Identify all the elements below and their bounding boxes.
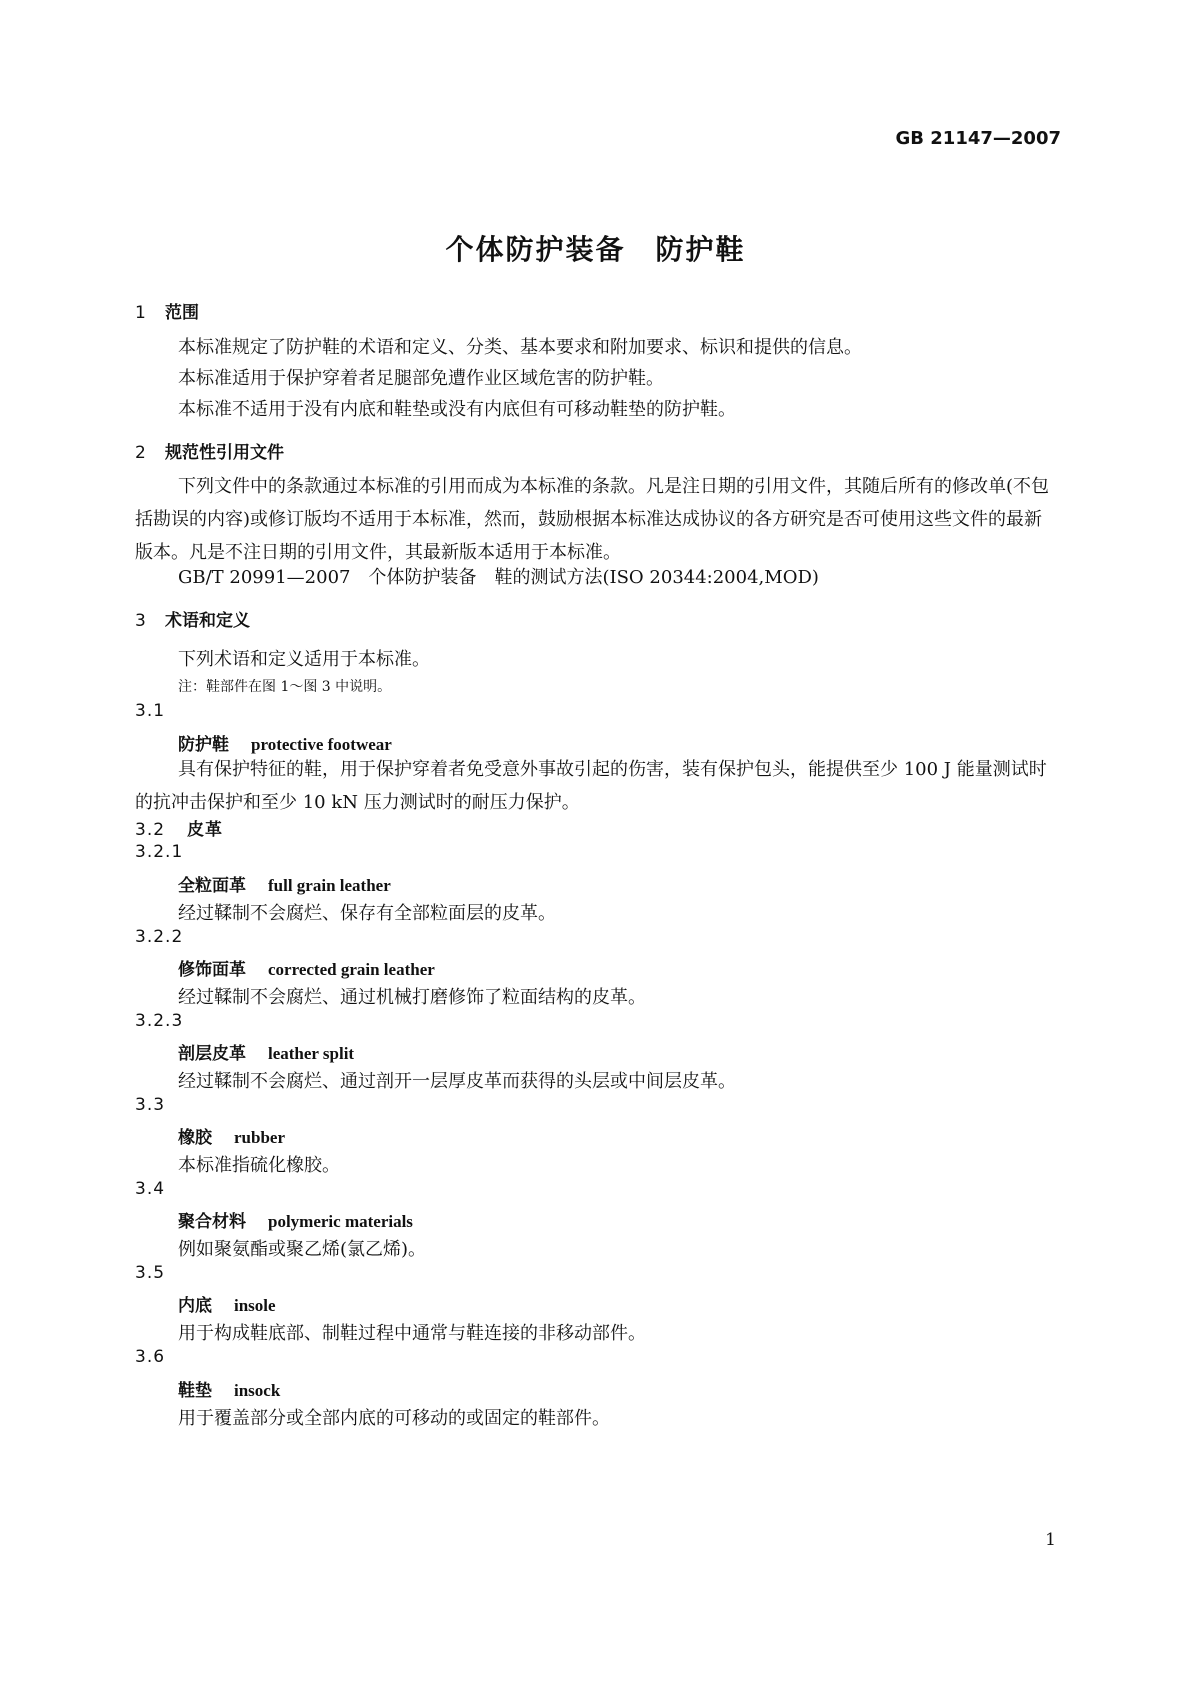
normative-reference: GB/T 20991—2007 个体防护装备 鞋的测试方法(ISO 20344:2004,MOD) <box>178 567 819 588</box>
term-entry <box>178 1039 354 1064</box>
term-en: rubber <box>234 1128 285 1147</box>
term-definition: 经过鞣制不会腐烂、通过剖开一层厚皮革而获得的头层或中间层皮革。 <box>178 1071 736 1092</box>
document-title: 个体防护装备 防护鞋 <box>445 233 746 266</box>
term-group-heading <box>135 815 223 840</box>
term-definition: 用于覆盖部分或全部内底的可移动的或固定的鞋部件。 <box>178 1408 610 1429</box>
section-number: 1 <box>135 303 146 323</box>
normative-intro-paragraph: 下列文件中的条款通过本标准的引用而成为本标准的条款。凡是注日期的引用文件，其随后所有的修改单(不包括勘误的内容)或修订版均不适用于本标准，然而，鼓励根据本标准达成协议的各方研究是否可使用这些文件的最新版本。凡是不注日期的引用文件，其最新版本适用于本标准。 <box>135 476 1050 563</box>
term-number: 3.2.1 <box>135 842 184 862</box>
section-title: 规范性引用文件 <box>165 443 284 463</box>
terms-intro: 下列术语和定义适用于本标准。 <box>178 649 430 670</box>
term-entry <box>178 871 391 896</box>
section-heading-terms <box>135 606 250 631</box>
term-en: corrected grain leather <box>268 960 435 979</box>
section-title: 范围 <box>165 303 199 323</box>
section-heading-scope <box>135 298 199 323</box>
term-number: 3.4 <box>135 1179 166 1199</box>
term-number: 3.1 <box>135 701 166 721</box>
term-entry <box>178 1291 276 1316</box>
term-definition: 经过鞣制不会腐烂、通过机械打磨修饰了粒面结构的皮革。 <box>178 987 646 1008</box>
term-definition: 例如聚氨酯或聚乙烯(氯乙烯)。 <box>178 1239 427 1260</box>
standard-code: GB 21147—2007 <box>895 128 1061 149</box>
scope-paragraph: 本标准规定了防护鞋的术语和定义、分类、基本要求和附加要求、标识和提供的信息。 <box>178 337 862 358</box>
term-en: insole <box>234 1296 276 1315</box>
scope-paragraph: 本标准适用于保护穿着者足腿部免遭作业区域危害的防护鞋。 <box>178 368 664 389</box>
term-entry <box>178 730 392 755</box>
term-definition: 经过鞣制不会腐烂、保存有全部粒面层的皮革。 <box>178 903 556 924</box>
term-zh: 聚合材料 <box>178 1212 246 1232</box>
term-entry <box>178 1376 280 1401</box>
term-zh: 防护鞋 <box>178 735 229 755</box>
scope-paragraph: 本标准不适用于没有内底和鞋垫或没有内底但有可移动鞋垫的防护鞋。 <box>178 399 736 420</box>
term-zh: 橡胶 <box>178 1128 212 1148</box>
term-definition: 本标准指硫化橡胶。 <box>178 1155 340 1176</box>
term-en: leather split <box>268 1044 355 1063</box>
term-zh: 内底 <box>178 1296 212 1316</box>
term-en: full grain leather <box>268 876 391 895</box>
section-number: 2 <box>135 443 146 463</box>
term-number: 3.2.3 <box>135 1011 184 1031</box>
term-entry <box>178 1123 285 1148</box>
section-heading-normative-references <box>135 438 284 463</box>
terms-note: 注：鞋部件在图 1～图 3 中说明。 <box>178 679 392 695</box>
term-zh: 修饰面革 <box>178 960 246 980</box>
term-number: 3.3 <box>135 1095 166 1115</box>
term-zh: 鞋垫 <box>178 1381 212 1401</box>
section-number: 3 <box>135 611 146 631</box>
term-entry <box>178 1207 413 1232</box>
term-number: 3.5 <box>135 1263 166 1283</box>
term-en: protective footwear <box>251 735 392 754</box>
term-zh: 皮革 <box>187 820 224 840</box>
term-definition: 具有保护特征的鞋，用于保护穿着者免受意外事故引起的伤害，装有保护包头，能提供至少 100 J 能量测试时的抗冲击保护和至少 10 kN 压力测试时的耐压力保护。 <box>135 759 1047 813</box>
term-zh: 全粒面革 <box>178 876 246 896</box>
term-entry <box>178 955 435 980</box>
term-definition: 用于构成鞋底部、制鞋过程中通常与鞋连接的非移动部件。 <box>178 1323 646 1344</box>
page-number: 1 <box>1045 1530 1056 1550</box>
term-number: 3.2 <box>135 820 166 840</box>
term-en: polymeric materials <box>268 1212 413 1231</box>
term-zh: 剖层皮革 <box>178 1044 246 1064</box>
term-number: 3.6 <box>135 1347 166 1367</box>
term-number: 3.2.2 <box>135 927 184 947</box>
section-title: 术语和定义 <box>165 611 250 631</box>
term-en: insock <box>234 1381 281 1400</box>
